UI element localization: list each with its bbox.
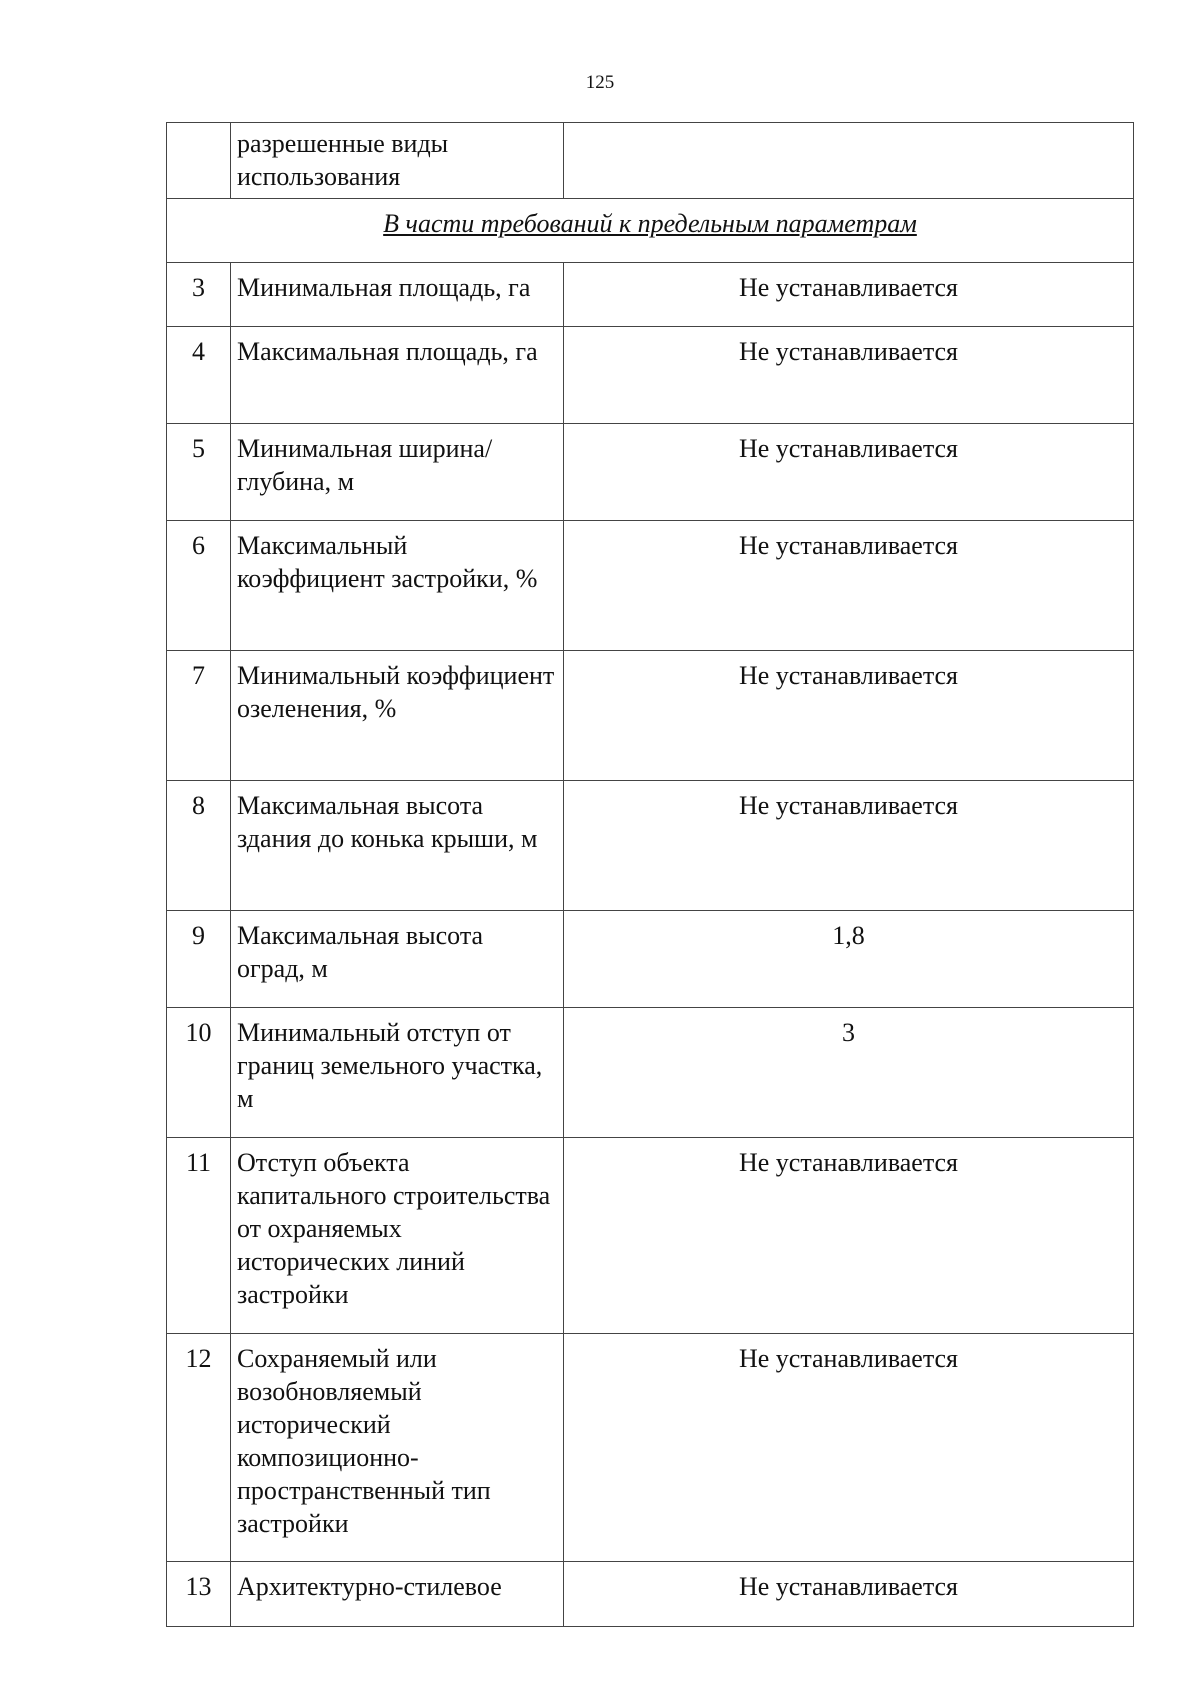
row-number-cell: 12: [167, 1334, 231, 1562]
row-number-cell: [167, 123, 231, 199]
row-number-cell: 6: [167, 521, 231, 651]
row-name-cell: Сохраняемый или возобновляемый исторический композиционно-пространственный тип застройки: [231, 1334, 564, 1562]
row-name-cell: Максимальная высота оград, м: [231, 911, 564, 1008]
row-number-cell: 9: [167, 911, 231, 1008]
row-number-cell: 5: [167, 424, 231, 521]
row-name-cell: Максимальная площадь, га: [231, 327, 564, 424]
row-value-cell: 1,8: [564, 911, 1134, 1008]
row-value-cell: Не устанавливается: [564, 1138, 1134, 1334]
row-value-cell: 3: [564, 1008, 1134, 1138]
table-row: [167, 1562, 1134, 1627]
row-name-cell: Максимальный коэффициент застройки, %: [231, 521, 564, 651]
table-row-continuation: [167, 123, 1134, 199]
row-value-cell: Не устанавливается: [564, 651, 1134, 781]
table-row: [167, 1008, 1134, 1138]
row-number-cell: 7: [167, 651, 231, 781]
parameters-table: [166, 122, 1134, 1627]
row-value-cell: [564, 123, 1134, 199]
row-name-cell: Архитектурно-стилевое: [231, 1562, 564, 1627]
row-number-cell: 3: [167, 263, 231, 327]
row-number-cell: 11: [167, 1138, 231, 1334]
row-number-cell: 8: [167, 781, 231, 911]
table-row: [167, 424, 1134, 521]
row-name-cell: Минимальная ширина/ глубина, м: [231, 424, 564, 521]
table-row: [167, 651, 1134, 781]
row-number-cell: 4: [167, 327, 231, 424]
row-name-cell: Отступ объекта капитального строительства от охраняемых исторических линий застройки: [231, 1138, 564, 1334]
row-value-cell: Не устанавливается: [564, 263, 1134, 327]
table-row: [167, 1334, 1134, 1562]
row-value-cell: Не устанавливается: [564, 1334, 1134, 1562]
row-value-cell: Не устанавливается: [564, 424, 1134, 521]
section-heading: В части требований к предельным параметрам: [167, 199, 1134, 263]
row-value-cell: Не устанавливается: [564, 1562, 1134, 1627]
table-row: [167, 911, 1134, 1008]
table-row: [167, 521, 1134, 651]
row-value-cell: Не устанавливается: [564, 781, 1134, 911]
table-row: [167, 781, 1134, 911]
table-row: [167, 1138, 1134, 1334]
row-name-cell: Максимальная высота здания до конька крыши, м: [231, 781, 564, 911]
table-row: [167, 263, 1134, 327]
row-number-cell: 10: [167, 1008, 231, 1138]
row-name-cell: Минимальный отступ от границ земельного участка, м: [231, 1008, 564, 1138]
row-value-cell: Не устанавливается: [564, 521, 1134, 651]
row-name-cell: разрешенные виды использования: [231, 123, 564, 199]
section-heading-row: [167, 199, 1134, 263]
page-number: 125: [585, 72, 615, 93]
row-value-cell: Не устанавливается: [564, 327, 1134, 424]
row-name-cell: Минимальная площадь, га: [231, 263, 564, 327]
row-number-cell: 13: [167, 1562, 231, 1627]
row-name-cell: Минимальный коэффициент озеленения, %: [231, 651, 564, 781]
table-row: [167, 327, 1134, 424]
